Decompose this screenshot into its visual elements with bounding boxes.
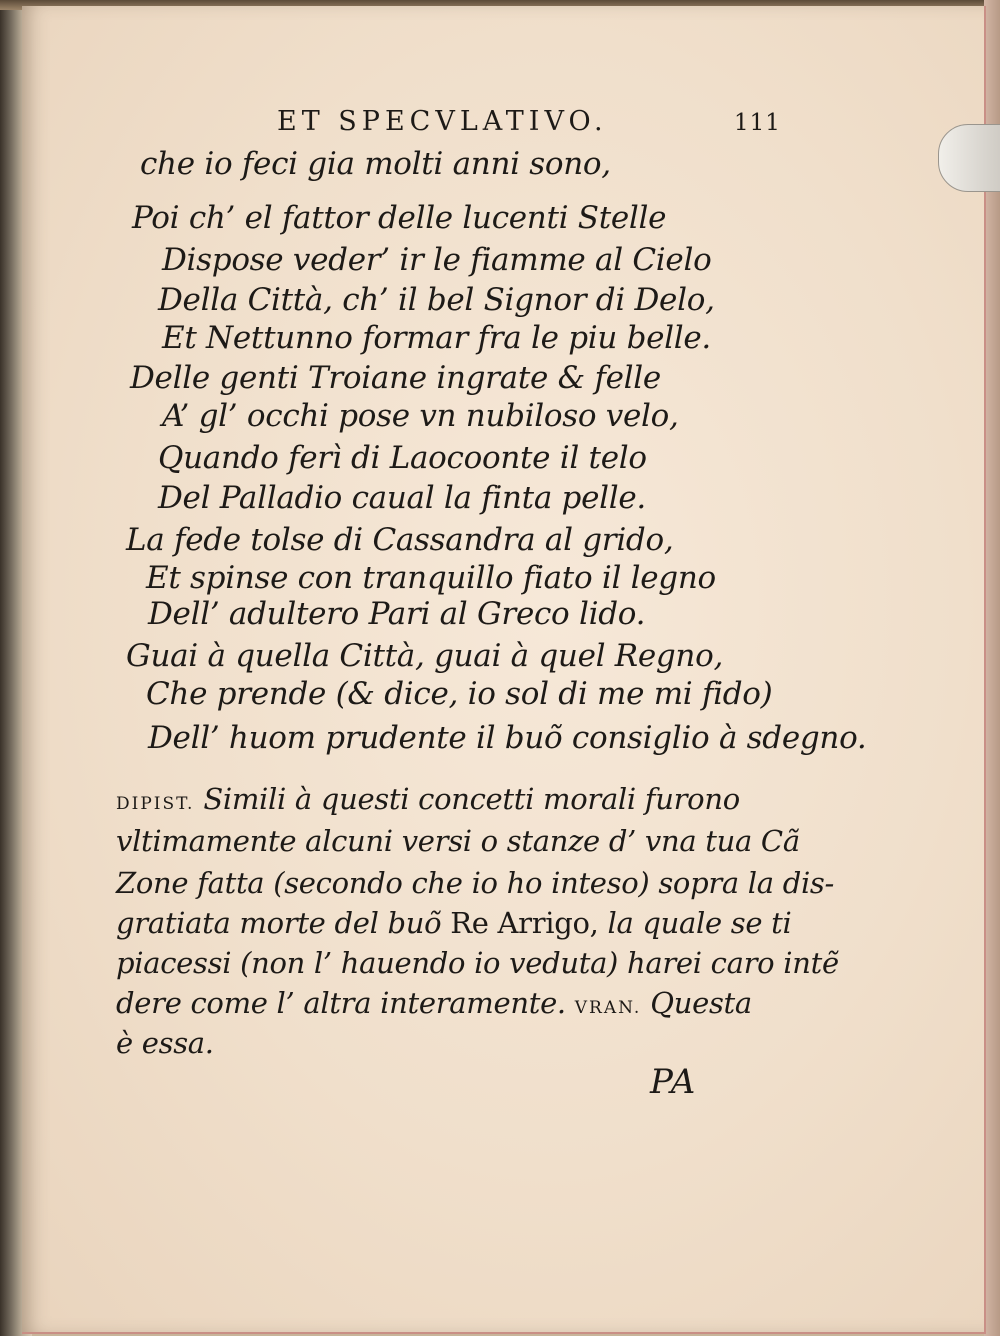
sonnet-line-14: Dell’ huom prudente il buõ consiglio à sdegno. bbox=[148, 720, 867, 756]
dialogue-line-6 bbox=[116, 986, 752, 1020]
catchword: PA bbox=[650, 1062, 697, 1102]
dialogue-text: dere come l’ altra interamente. bbox=[116, 986, 566, 1020]
dialogue-line-7: è essa. bbox=[116, 1026, 214, 1060]
dialogue-roman-text: Re Arrigo, bbox=[450, 906, 599, 940]
dialogue-text: gratiata morte del buõ bbox=[116, 906, 442, 940]
sonnet-line-5: Delle genti Troiane ingrate & felle bbox=[130, 360, 661, 396]
sonnet-line-6: A’ gl’ occhi pose vn nubiloso velo, bbox=[162, 398, 679, 434]
dialogue-line-3: Zone fatta (secondo che io ho inteso) sopra la dis- bbox=[116, 866, 835, 900]
book-page bbox=[22, 6, 986, 1334]
sonnet-line-11: Dell’ adultero Pari al Greco lido. bbox=[148, 596, 646, 632]
page-fore-edge bbox=[984, 0, 1000, 1336]
running-head: ET SPECVLATIVO. bbox=[277, 106, 608, 137]
sonnet-line-13: Che prende (& dice, io sol di me mi fido) bbox=[146, 676, 773, 712]
page-tab-clip bbox=[938, 124, 1000, 192]
intro-line: che io feci gia molti anni sono, bbox=[140, 146, 611, 182]
dialogue-line-2: vltimamente alcuni versi o stanze d’ vna tua Cã bbox=[116, 824, 800, 858]
sonnet-line-1: Poi ch’ el fattor delle lucenti Stelle bbox=[132, 200, 667, 236]
dialogue-text: Simili à questi concetti morali furono bbox=[203, 782, 740, 816]
show-through-text bbox=[682, 374, 692, 409]
dialogue-line-1 bbox=[116, 782, 740, 816]
dialogue-line-5: piacessi (non l’ hauendo io veduta) harei caro intẽ bbox=[116, 946, 839, 980]
sonnet-line-9: La fede tolse di Cassandra al grido, bbox=[126, 522, 674, 558]
sonnet-line-2: Dispose veder’ ir le fiamme al Cielo bbox=[162, 242, 712, 278]
speaker-label-vran: VRAN. bbox=[574, 998, 642, 1018]
sonnet-line-12: Guai à quella Città, guai à quel Regno, bbox=[126, 638, 724, 674]
sonnet-line-8: Del Palladio caual la finta pelle. bbox=[158, 480, 646, 516]
dialogue-line-4 bbox=[116, 906, 792, 940]
dialogue-text: la quale se ti bbox=[607, 906, 792, 940]
sonnet-line-3: Della Città, ch’ il bel Signor di Delo, bbox=[158, 282, 715, 318]
page-number: 111 bbox=[734, 110, 781, 136]
dialogue-text: Questa bbox=[650, 986, 752, 1020]
speaker-label-dipist: DIPIST. bbox=[116, 794, 195, 814]
sonnet-line-7: Quando ferì di Laocoonte il telo bbox=[158, 440, 647, 476]
sonnet-line-10: Et spinse con tranquillo fiato il legno bbox=[146, 560, 716, 596]
sonnet-line-4: Et Nettunno formar fra le piu belle. bbox=[162, 320, 711, 356]
